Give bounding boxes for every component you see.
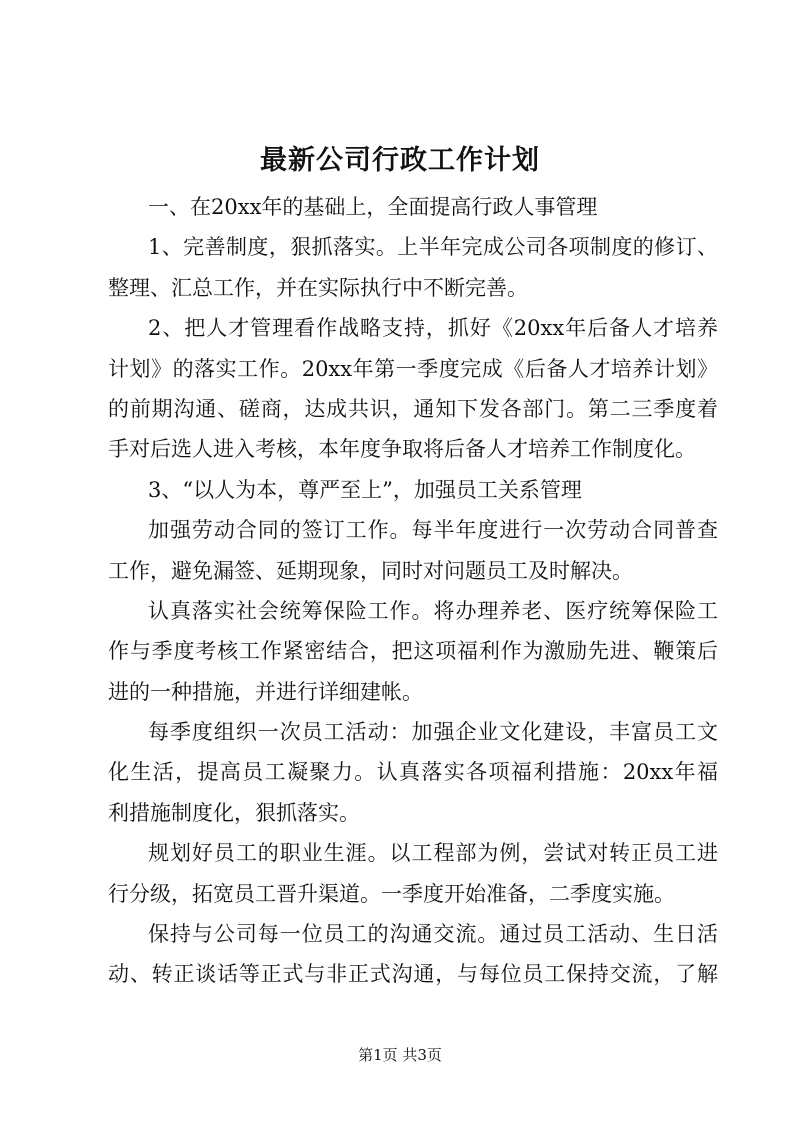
- paragraph-line: 进的一种措施，并进行详细建帐。: [108, 679, 423, 704]
- section-heading: 一、在20xx年的基础上，全面提高行政人事管理: [148, 195, 598, 219]
- paragraph-line: 行分级，拓宽员工晋升渠道。一季度开始准备，二季度实施。: [108, 881, 675, 906]
- document-body: [108, 187, 718, 995]
- paragraph-line: 每季度组织一次员工活动：加强企业文化建设，丰富员工文: [148, 720, 718, 745]
- paragraph-line: 动、转正谈话等正式与非正式沟通，与每位员工保持交流，了解: [108, 962, 718, 987]
- paragraph-line: 加强劳动合同的签订工作。每半年度进行一次劳动合同普查: [148, 518, 718, 543]
- paragraph-line: 工作，避免漏签、延期现象，同时对问题员工及时解决。: [108, 558, 633, 583]
- page-number-footer: 第1页 共3页: [358, 1046, 442, 1064]
- page-title: 最新公司行政工作计划: [260, 145, 540, 176]
- paragraph-line: 作与季度考核工作紧密结合，把这项福利作为激励先进、鞭策后: [108, 639, 718, 664]
- paragraph-line: 2、把人才管理看作战略支持，抓好《20xx年后备人才培养: [148, 316, 718, 341]
- paragraph-line: 的前期沟通、磋商，达成共识，通知下发各部门。第二三季度着: [108, 396, 718, 421]
- subsection-heading: 3、“以人为本，尊严至上”，加强员工关系管理: [148, 477, 582, 502]
- paragraph-line: 1、完善制度，狠抓落实。上半年完成公司各项制度的修订、: [148, 235, 718, 260]
- paragraph-line: 计划》的落实工作。20xx年第一季度完成《后备人才培养计划》: [108, 356, 718, 381]
- paragraph-line: 利措施制度化，狠抓落实。: [108, 800, 360, 825]
- paragraph-line: 认真落实社会统筹保险工作。将办理养老、医疗统筹保险工: [148, 598, 718, 623]
- paragraph-line: 手对后选人进入考核，本年度争取将后备人才培养工作制度化。: [108, 437, 696, 462]
- paragraph-line: 保持与公司每一位员工的沟通交流。通过员工活动、生日活: [148, 922, 718, 947]
- paragraph-line: 整理、汇总工作，并在实际执行中不断完善。: [108, 275, 528, 300]
- paragraph-line: 规划好员工的职业生涯。以工程部为例，尝试对转正员工进: [148, 841, 718, 866]
- paragraph-line: 化生活，提高员工凝聚力。认真落实各项福利措施：20xx年福: [108, 760, 718, 785]
